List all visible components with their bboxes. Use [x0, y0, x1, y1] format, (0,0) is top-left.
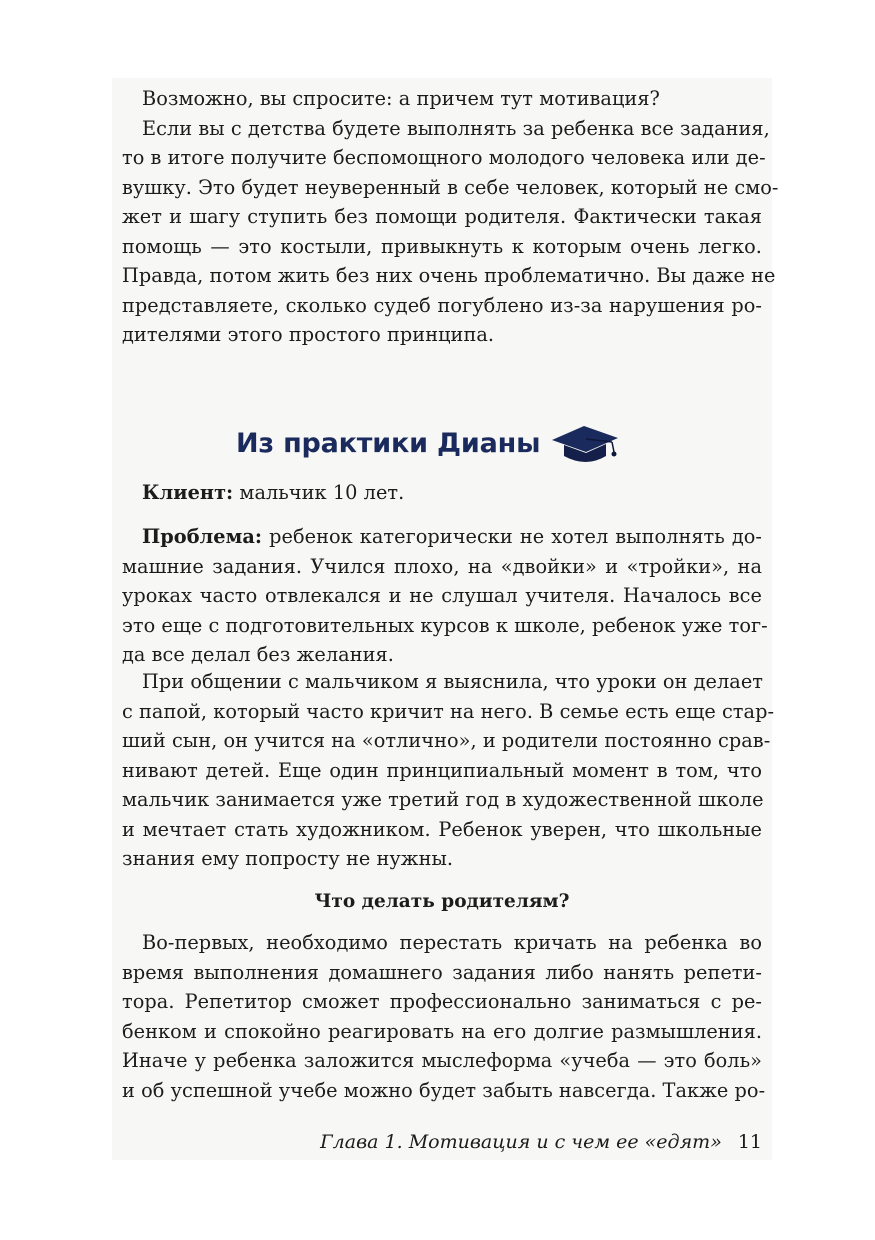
text-line: вушку. Это будет неуверенный в себе человек, который не смо- — [122, 175, 779, 199]
paragraph-advice — [122, 928, 766, 1105]
text-line: Правда, потом жить без них очень проблематично. Вы даже не — [122, 264, 776, 287]
text-line: Если вы с детства будете выполнять за ребенка все задания, — [142, 116, 770, 140]
problem-text: ребенок категорически не хотел выполнять до- — [262, 525, 762, 548]
text-line: знания ему попросту не нужны. — [122, 847, 454, 870]
text-line: нивают детей. Еще один принципиальный момент в том, что — [122, 758, 762, 782]
client-text: мальчик 10 лет. — [233, 481, 405, 504]
section-heading — [236, 418, 620, 468]
client-label: Клиент: — [142, 481, 234, 504]
text-line: тора. Репетитор сможет профессионально заниматься с ре- — [122, 990, 762, 1013]
text-line: машние задания. Учился плохо, на «двойки» и «тройки», на — [122, 554, 762, 578]
text-line: мальчик занимается уже третий год в художественной школе — [122, 788, 764, 811]
text-line: и мечтает стать художником. Ребенок уверен, что школьные — [122, 817, 762, 841]
page-number: 11 — [737, 1131, 762, 1153]
graduation-cap-icon — [550, 418, 620, 468]
text-line: помощь — это костыли, привыкнуть к которым очень легко. — [122, 234, 762, 258]
text-line: да все делал без желания. — [122, 643, 394, 666]
running-title: Глава 1. Мотивация и с чем ее «едят» — [320, 1131, 722, 1153]
text-line: это еще с подготовительных курсов к школе, ребенок уже тог- — [122, 613, 768, 637]
text-line: Возможно, вы спросите: а причем тут мотивация? — [142, 87, 660, 110]
text-line: то в итоге получите беспомощного молодого человека или де- — [122, 146, 766, 169]
text-line: время выполнения домашнего задания либо нанять репети- — [122, 960, 762, 984]
text-line: ший сын, он учится на «отлично», и родители постоянно срав- — [122, 729, 771, 752]
page-footer — [122, 1128, 762, 1157]
problem-paragraph — [122, 522, 768, 670]
text-line: представляете, сколько судеб погублено из-за нарушения ро- — [122, 293, 762, 317]
text-line: уроках часто отвлекался и не слушал учителя. Началось все — [122, 584, 762, 607]
text-line: Во-первых, необходимо перестать кричать на ребенка во — [142, 931, 762, 954]
text-line: бенком и спокойно реагировать на его долгие размышления. — [122, 1019, 762, 1043]
text-line: дителями этого простого принципа. — [122, 323, 495, 346]
text-line: жет и шагу ступить без помощи родителя. Фактически такая — [122, 205, 762, 228]
text-line: с папой, который часто кричит на него. В семье есть еще стар- — [122, 699, 775, 723]
client-line — [122, 478, 762, 508]
paragraph-findings — [122, 667, 775, 874]
text-line: При общении с мальчиком я выяснила, что уроки он делает — [142, 670, 764, 693]
text-line: и об успешной учебе можно будет забыть навсегда. Также ро- — [122, 1078, 766, 1102]
subheading: Что делать родителям? — [314, 891, 570, 912]
case-info — [122, 478, 762, 508]
paragraph-intro — [122, 84, 779, 350]
problem-label: Проблема: — [142, 525, 263, 548]
text-line: Иначе у ребенка заложится мыслеформа «учеба — это боль» — [122, 1049, 762, 1072]
problem-first-line — [122, 522, 762, 552]
section-title: Из практики Дианы — [236, 427, 541, 459]
